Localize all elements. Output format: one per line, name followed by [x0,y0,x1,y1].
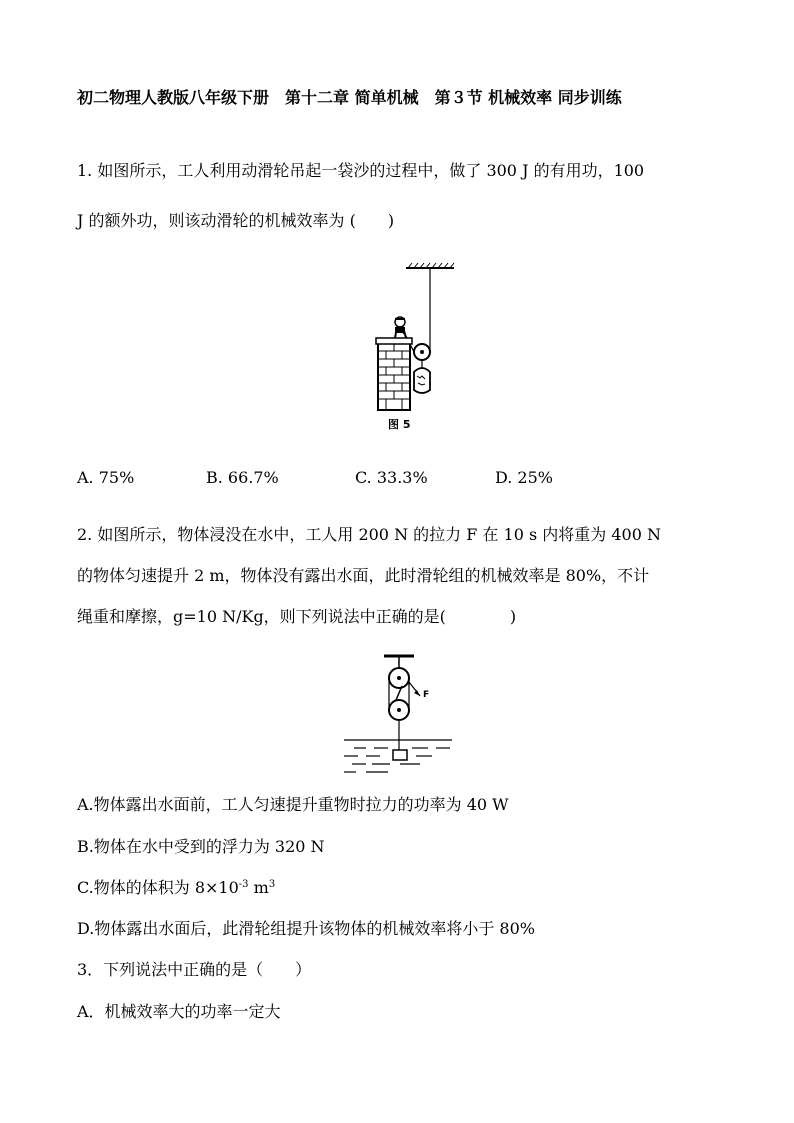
q1-option-d: D. 25% [495,468,553,487]
q2-option-c-unit-exponent: 3 [268,879,276,890]
q2-option-b: B.物体在水中受到的浮力为 320 N [77,837,325,856]
figure-5-caption: 图 5 [388,418,411,431]
q2-option-c-exponent: -3 [238,879,249,890]
q1-option-b: B. 66.7% [206,468,279,487]
q3-option-a: A．机械效率大的功率一定大 [77,1002,281,1021]
question-1-line-2: J 的额外功，则该动滑轮的机械效率为 ( ) [77,211,395,230]
q2-option-c-unit: m [248,878,269,897]
q2-option-c-prefix: C.物体的体积为 8×10 [77,878,239,897]
q2-option-d: D.物体露出水面后，此滑轮组提升该物体的机械效率将小于 80% [77,919,535,938]
document-title: 初二物理人教版八年级下册 第十二章 简单机械 第３节 机械效率 同步训练 [77,88,622,107]
figure-movable-pulley [370,262,460,432]
question-2-line-2: 的物体匀速提升 2 m，物体没有露出水面，此时滑轮组的机械效率是 80%，不计 [77,566,650,585]
q2-option-a: A.物体露出水面前，工人匀速提升重物时拉力的功率为 40 W [77,795,509,814]
q1-option-a: A. 75% [77,468,135,487]
question-3-stem: 3．下列说法中正确的是（ ） [77,960,312,979]
figure-force-label: F [423,690,430,700]
question-2-line-1: 2. 如图所示，物体浸没在水中，工人用 200 N 的拉力 F 在 10 s 内将重为 400 N [77,525,661,544]
q2-option-c [77,878,275,898]
q1-option-c: C. 33.3% [355,468,428,487]
figure-pulley-block-water [340,652,460,782]
question-2-line-3: 绳重和摩擦，g=10 N/Kg，则下列说法中正确的是( ) [77,607,517,626]
question-1-line-1: 1. 如图所示，工人利用动滑轮吊起一袋沙的过程中，做了 300 J 的有用功，100 [77,161,645,180]
